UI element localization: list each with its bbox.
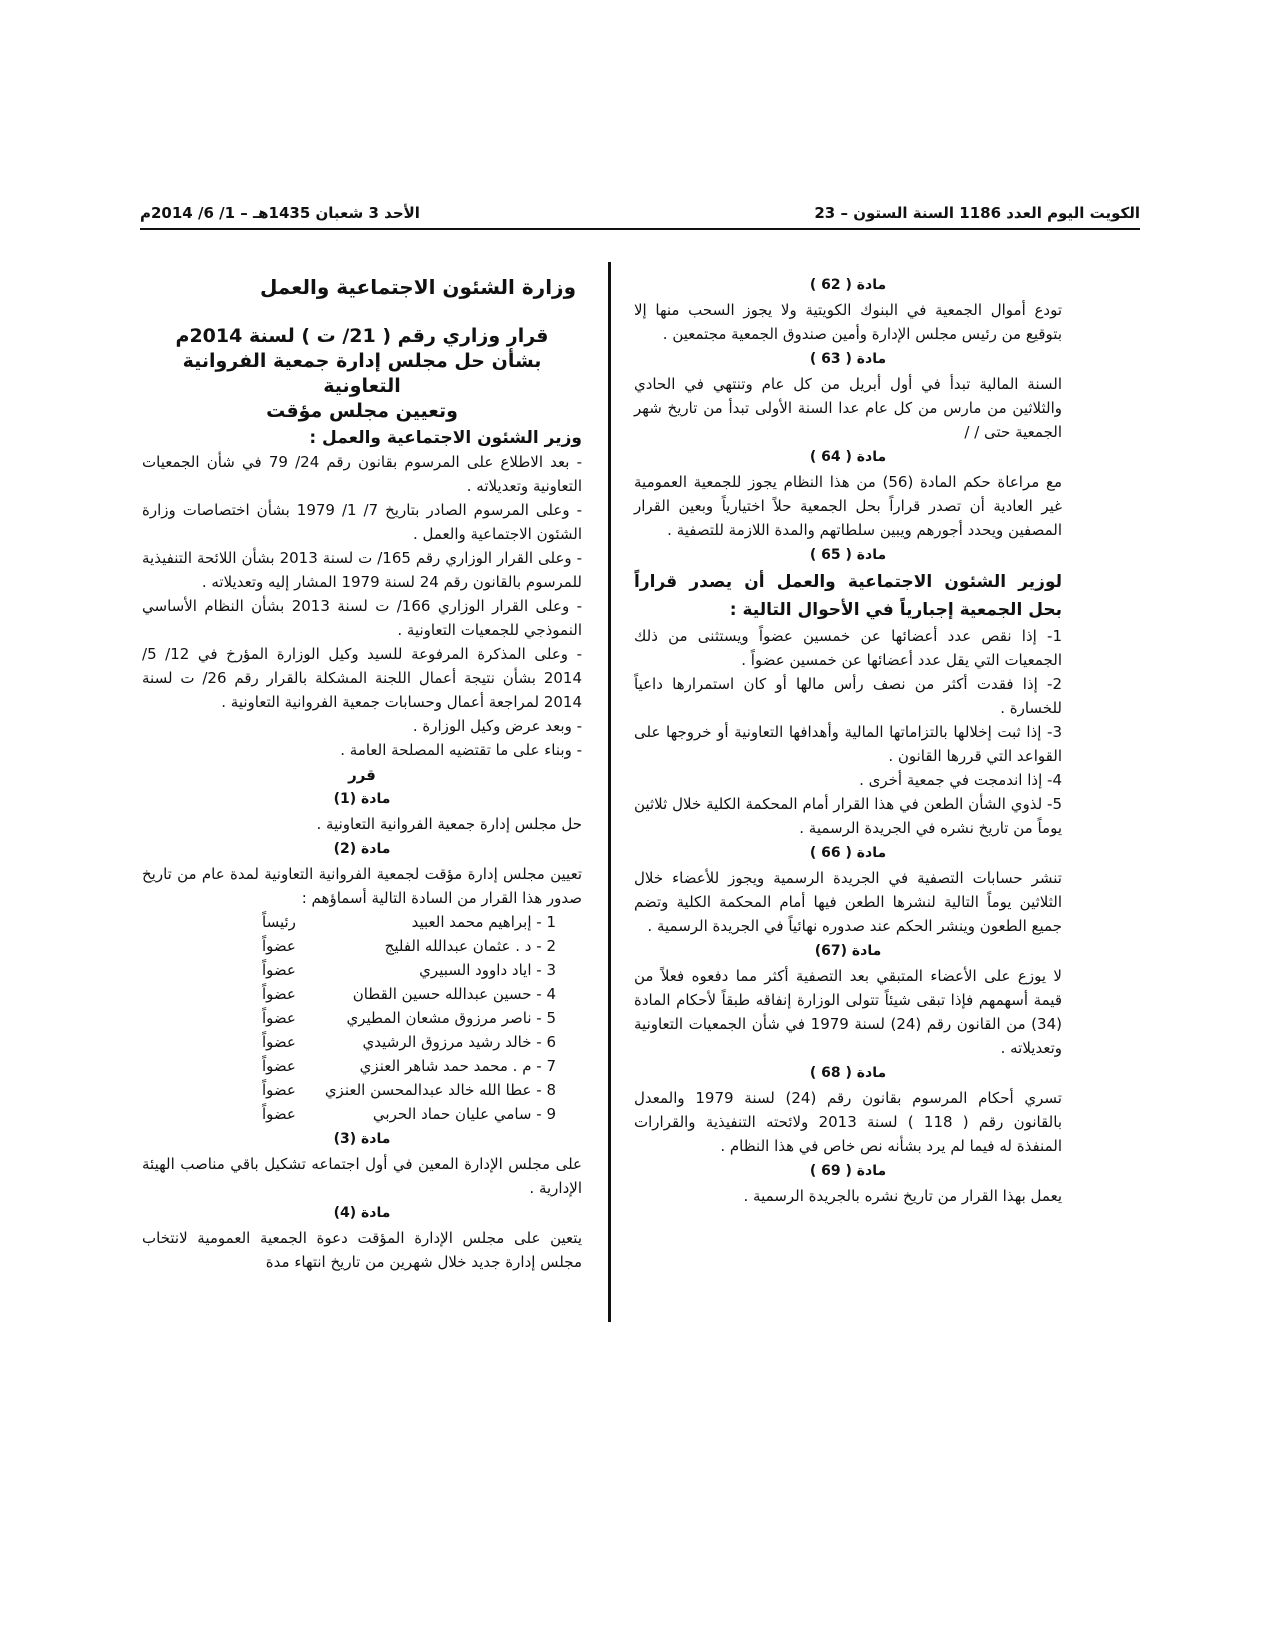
member-role: رئيساً [262,913,296,931]
decision-title-line: قرار وزاري رقم ( 21/ ت ) لسنة 2014م [175,325,549,347]
article-65-intro: لوزير الشئون الاجتماعية والعمل أن يصدر قراراً بحل الجمعية إجبارياً في الأحوال التالية : [634,572,1062,620]
preamble-item: - وبناء على ما تقتضيه المصلحة العامة . [340,741,582,759]
member-name: 6 - خالد رشيد مرزوق الرشيدي [362,1033,556,1051]
ministry-title: وزارة الشئون الاجتماعية والعمل [259,275,576,299]
preamble-item: - وعلى المذكرة المرفوعة للسيد وكيل الوزارة المؤرخ في 12/ 5/ 2014 بشأن نتيجة أعمال اللجنة المشكلة بالقرار رقم 26/ ت لسنة 2014 لمراجعة أعمال وحسابات جمعية الفروانية التعاونية . [142,645,582,711]
header-publication-info: الكويت اليوم العدد 1186 السنة الستون – 23 [814,204,1140,222]
preamble-item: - وبعد عرض وكيل الوزارة . [412,717,582,735]
member-row [142,1102,582,1126]
preamble-item: - وعلى القرار الوزاري 166/ ت لسنة 2013 بشأن النظام الأساسي النموذجي للجمعيات التعاونية . [142,597,583,639]
article-66-text: تنشر حسابات التصفية في الجريدة الرسمية ويجوز للأعضاء خلال الثلاثين يوماً التالية لنشرها الطعن فيها أمام المحكمة الكلية وتضم جميع الطعون وينشر الحكم عند صدوره نهائياً في الجريدة الرسمية . [634,869,1062,935]
article-65-item: 1- إذا نقص عدد أعضائها عن خمسين عضواً ويستثنى من ذلك الجمعيات التي يقل عدد أعضائها عن خمسين عضواً . [634,627,1062,669]
article-4-heading: مادة (4) [333,1205,391,1221]
member-row [142,1030,582,1054]
member-role: عضواً [262,1105,296,1123]
decision-title-line: وتعيين مجلس مؤقت [266,400,458,422]
member-row [142,1078,582,1102]
member-row [142,934,582,958]
member-name: 3 - اياد داوود السبيري [419,961,556,979]
article-66-heading: مادة ( 66 ) [809,845,887,861]
member-row [142,910,582,934]
header-rule [140,228,1140,230]
member-row [142,982,582,1006]
article-64-heading: مادة ( 64 ) [809,449,887,465]
article-69-text: يعمل بهذا القرار من تاريخ نشره بالجريدة الرسمية . [743,1187,1062,1205]
member-role: عضواً [262,1033,296,1051]
member-name: 8 - عطا الله خالد عبدالمحسن العنزي [324,1081,556,1099]
preamble-item: - وعلى القرار الوزاري رقم 165/ ت لسنة 2013 بشأن اللائحة التنفيذية للمرسوم بالقانون رقم 24 لسنة 1979 المشار إليه وتعديلاته . [142,549,583,591]
member-name: 5 - ناصر مرزوق مشعان المطيري [346,1009,556,1027]
article-62-heading: مادة ( 62 ) [809,277,887,293]
member-role: عضواً [262,937,296,955]
member-name: 2 - د . عثمان عبدالله الفليج [384,937,556,955]
left-column [142,272,582,1274]
article-68-heading: مادة ( 68 ) [809,1065,887,1081]
member-name: 1 - إبراهيم محمد العبيد [411,913,556,931]
preamble-item: - بعد الاطلاع على المرسوم بقانون رقم 24/ 79 في شأن الجمعيات التعاونية وتعديلاته . [142,453,583,495]
article-64-text: مع مراعاة حكم المادة (56) من هذا النظام يجوز للجمعية العمومية غير العادية أن تصدر قراراً بحل الجمعية حلاً اختيارياً وبعين القرار المصفين ويحدد أجورهم ويبين سلطاتهم والمدة اللازمة للتصفية . [634,473,1062,539]
article-68-text: تسري أحكام المرسوم بقانون رقم (24) لسنة 1979 والمعدل بالقانون رقم ( 118 ) لسنة 2013 ولائحته التنفيذية والقرارات المنفذة له فيما لم يرد بشأنه نص خاص في هذا النظام . [634,1089,1062,1155]
article-67-text: لا يوزع على الأعضاء المتبقي بعد التصفية أكثر مما دفعوه فعلاً من قيمة أسهمهم فإذا تبقى شيئاً تتولى الوزارة إنفاقه طبقاً لأحكام المادة (34) من القانون رقم (24) لسنة 1979 في شأن الجمعيات التعاونية وتعديلاته . [634,967,1062,1057]
member-row [142,1006,582,1030]
article-65-item: 3- إذا ثبت إخلالها بالتزاماتها المالية وأهدافها التعاونية أو خروجها على القواعد التي قررها القانون . [634,723,1062,765]
article-69-heading: مادة ( 69 ) [809,1163,887,1179]
article-63-text: السنة المالية تبدأ في أول أبريل من كل عام وتنتهي في الحادي والثلاثين من مارس من كل عام عدا السنة الأولى تبدأ من تاريخ شهر الجمعية حتى / / [634,375,1062,441]
article-65-item: 2- إذا فقدت أكثر من نصف رأس مالها أو كان استمرارها داعياً للخسارة . [634,675,1062,717]
article-65-item: 5- لذوي الشأن الطعن في هذا القرار أمام المحكمة الكلية خلال ثلاثين يوماً من تاريخ نشره في الجريدة الرسمية . [634,795,1062,837]
article-65-heading: مادة ( 65 ) [809,547,887,563]
member-role: عضواً [262,1009,296,1027]
member-name: 9 - سامي عليان حماد الحربي [372,1105,556,1123]
member-role: عضواً [262,985,296,1003]
article-63-heading: مادة ( 63 ) [809,351,887,367]
article-1-heading: مادة (1) [333,791,391,807]
member-role: عضواً [262,1057,296,1075]
page-header [140,204,1140,226]
minister-label: وزير الشئون الاجتماعية والعمل : [309,428,582,448]
member-role: عضواً [262,1081,296,1099]
header-date: الأحد 3 شعبان 1435هـ – 1/ 6/ 2014م [140,204,420,222]
article-65-item: 4- إذا اندمجت في جمعية أخرى . [859,771,1062,789]
member-name: 4 - حسين عبدالله حسين القطان [352,985,556,1003]
member-list [142,910,582,1126]
article-2-text: تعيين مجلس إدارة مؤقت لجمعية الفروانية التعاونية لمدة عام من تاريخ صدور هذا القرار من السادة التالية أسماؤهم : [142,865,582,907]
article-3-heading: مادة (3) [333,1131,391,1147]
member-role: عضواً [262,961,296,979]
right-column [634,272,1062,1208]
decided-heading: قرر [348,766,376,784]
article-1-text: حل مجلس إدارة جمعية الفروانية التعاونية . [316,815,582,833]
column-divider [608,262,611,1322]
decision-title-line: بشأن حل مجلس إدارة جمعية الفروانية التعاونية [182,350,542,397]
article-62-text: تودع أموال الجمعية في البنوك الكويتية ولا يجوز السحب منها إلا بتوقيع من رئيس مجلس الإدارة وأمين صندوق الجمعية مجتمعين . [634,301,1062,343]
member-row [142,1054,582,1078]
article-2-heading: مادة (2) [333,841,391,857]
preamble-item: - وعلى المرسوم الصادر بتاريخ 7/ 1/ 1979 بشأن اختصاصات وزارة الشئون الاجتماعية والعمل . [142,501,582,543]
member-row [142,958,582,982]
article-67-heading: مادة (67) [814,943,882,959]
member-name: 7 - م . محمد حمد شاهر العنزي [359,1057,556,1075]
article-3-text: على مجلس الإدارة المعين في أول اجتماعه تشكيل باقي مناصب الهيئة الإدارية . [142,1155,582,1197]
article-4-text: يتعين على مجلس الإدارة المؤقت دعوة الجمعية العمومية لانتخاب مجلس إدارة جديد خلال شهرين من تاريخ انتهاء مدة [142,1229,582,1271]
